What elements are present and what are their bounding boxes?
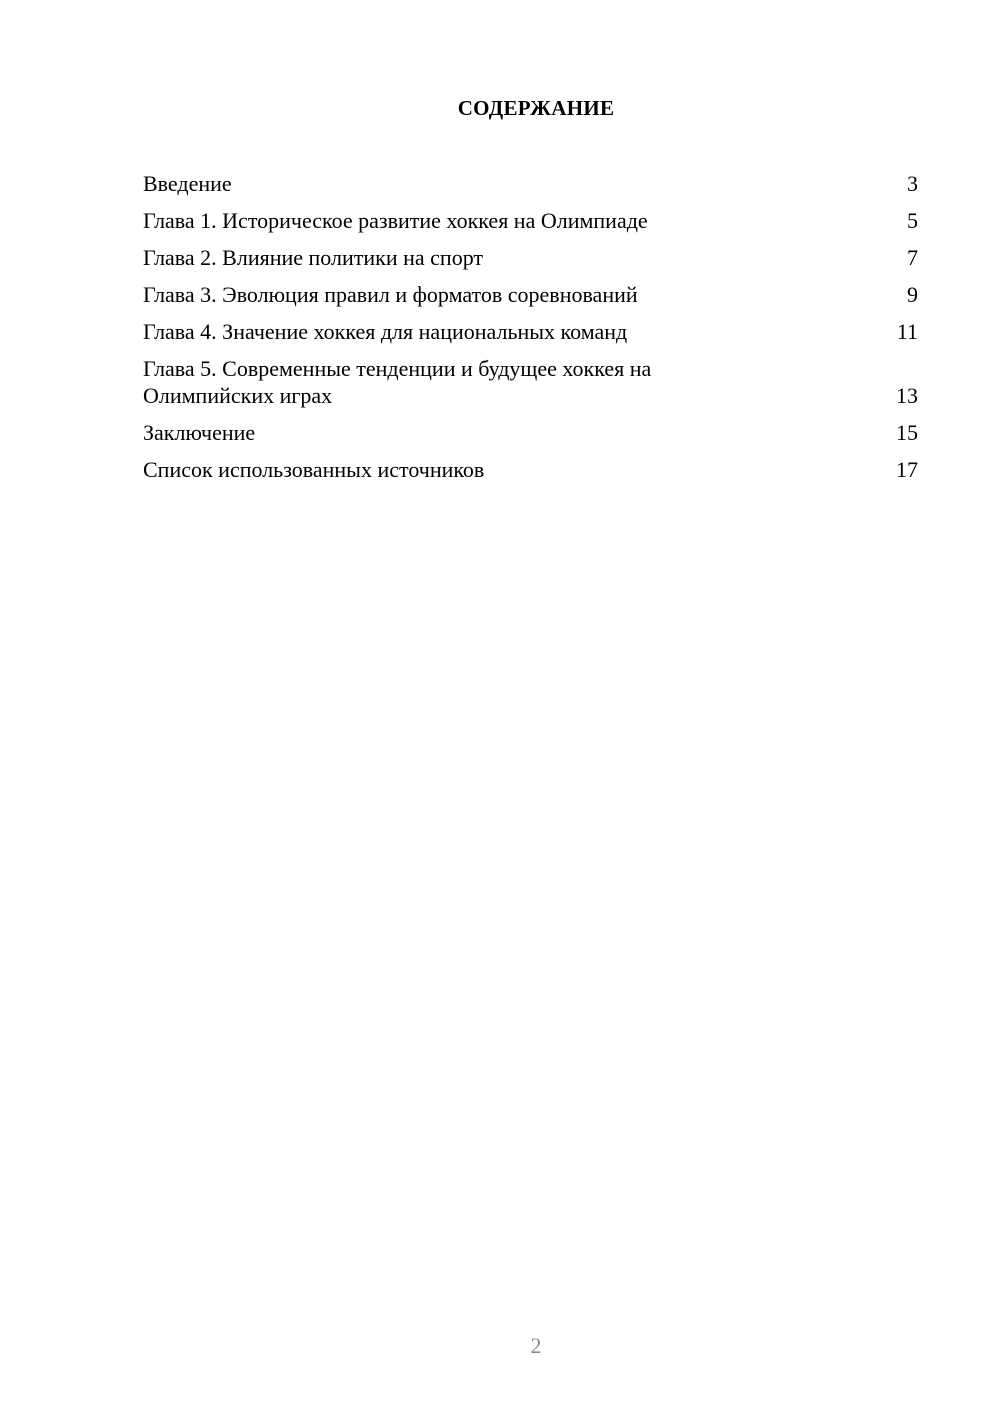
- toc-entry-chapter-1: [143, 207, 918, 234]
- toc-entry-title: Глава 4. Значение хоккея для национальных команд: [143, 319, 628, 344]
- toc-entry-page: 15: [896, 420, 918, 445]
- toc-entry-page: 3: [907, 171, 918, 196]
- toc-title: СОДЕРЖАНИЕ: [457, 96, 615, 120]
- toc-entry-page: 5: [907, 208, 918, 233]
- toc-entry-title: Глава 3. Эволюция правил и форматов соревнований: [143, 282, 638, 307]
- toc-entry-title: Список использованных источников: [143, 457, 485, 482]
- toc-entry-chapter-4: [143, 318, 918, 345]
- toc-entry-chapter-2: [143, 244, 918, 271]
- toc-entry-title: Глава 1. Историческое развитие хоккея на Олимпиаде: [143, 208, 648, 233]
- toc-entry-title: Введение: [143, 171, 232, 196]
- toc-entry-page: 13: [896, 383, 918, 408]
- toc-entry-chapter-3: [143, 281, 918, 308]
- toc-entry-title: Заключение: [143, 420, 256, 445]
- page-number: 2: [530, 1333, 542, 1358]
- toc-entry-page: 17: [896, 457, 918, 482]
- toc-entry-introduction: [143, 170, 918, 197]
- toc-entry-chapter-5: [143, 355, 918, 409]
- toc-entry-title: Глава 2. Влияние политики на спорт: [143, 245, 484, 270]
- toc-entry-references: [143, 456, 918, 483]
- toc-entry-page: 9: [907, 282, 918, 307]
- toc-entry-page: 11: [896, 319, 918, 344]
- toc-entry-title: Глава 5. Современные тенденции и будущее хоккея на Олимпийских играх: [143, 356, 652, 408]
- toc-entry-conclusion: [143, 419, 918, 446]
- toc-entry-page: 7: [907, 245, 918, 270]
- table-of-contents: [143, 170, 918, 493]
